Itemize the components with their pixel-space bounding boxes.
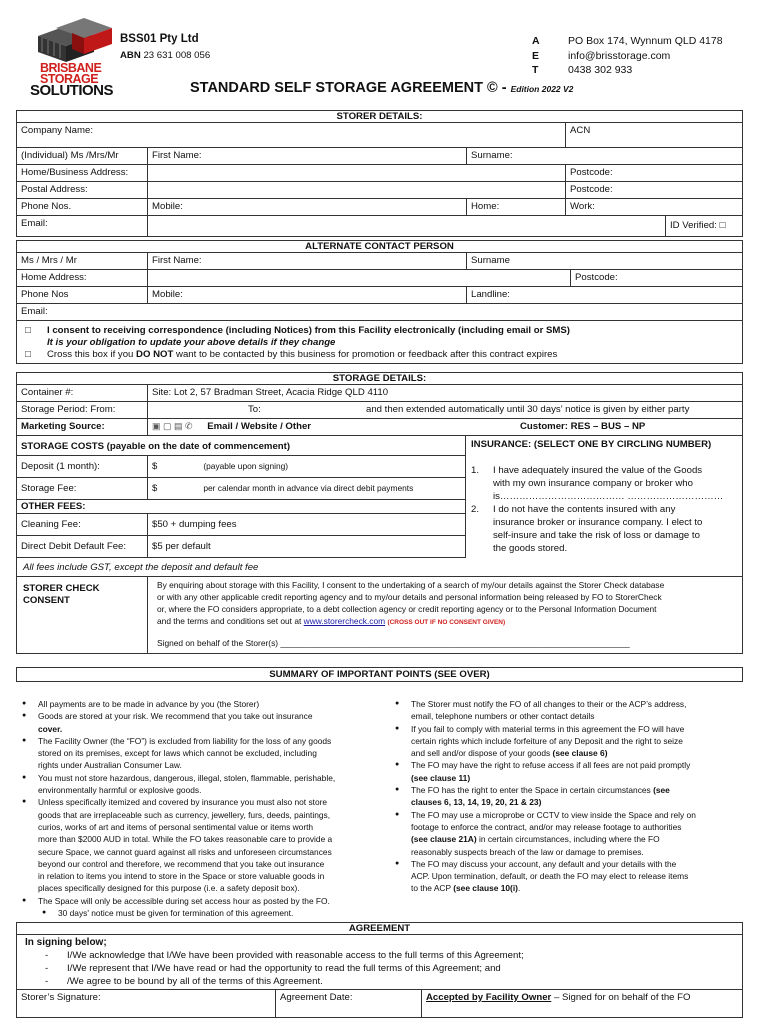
storer-check-text-2: or with any other applicable credit reporting agency and to my/our details and personal information being released by FO to StorerCheck (157, 592, 662, 602)
marketing-source-options[interactable] (147, 419, 492, 435)
period-row (17, 402, 742, 419)
alt-email-field[interactable]: Email: (21, 306, 48, 317)
insurance-option-2-line1: I do not have the contents insured with any (493, 504, 676, 515)
storage-fee-note: per calendar month in advance via direct debit payments (203, 483, 414, 493)
agreement-date-field[interactable]: Agreement Date: (275, 990, 421, 1018)
individual-title-field[interactable]: (Individual) Ms /Mrs/Mr (21, 150, 119, 161)
logo-solutions: SOLUTIONS (30, 82, 114, 99)
container-row (17, 385, 742, 402)
storage-fee-label: Storage Fee: (21, 483, 77, 494)
summary-point: ● The Facility Owner (the “FO”) is excluded from liability for the loss of any goods stored on its premises, except for laws which cannot be excluded, including rights under Australian Consumer Law. (22, 735, 382, 772)
work-phone-field[interactable]: Work: (565, 199, 742, 215)
deposit-row (17, 456, 466, 478)
storer-check-text-1: By enquiring about storage with this Facility, I consent to the undertaking of a search of my/our details against the Storer Check database (157, 580, 665, 590)
home-phone-field[interactable]: Home: (466, 199, 565, 215)
alt-title-field[interactable]: Ms / Mrs / Mr (21, 255, 77, 266)
container-field[interactable]: Container #: (21, 387, 74, 398)
summary-subpoint: ● 30 days' notice must be given for termination of this agreement. (22, 907, 382, 919)
dash-2: - (45, 963, 49, 974)
dash-3: - (45, 976, 49, 987)
costs-heading-row (17, 436, 466, 456)
summary-heading: SUMMARY OF IMPORTANT POINTS (SEE OVER) (16, 667, 743, 682)
phone-row (17, 199, 742, 216)
home-address-row (17, 165, 742, 182)
no-contact-checkbox[interactable]: □ (25, 349, 31, 360)
alt-name-row (17, 253, 742, 270)
storer-details-heading: STORER DETAILS: (17, 111, 742, 123)
home-business-address-field[interactable]: Home/Business Address: (21, 167, 129, 178)
marketing-icons: ▣ ▢ ▤ ✆ (152, 421, 193, 431)
cross-out-note: (CROSS OUT IF NO CONSENT GIVEN) (387, 619, 506, 626)
accepted-by-fo-label: Accepted by Facility Owner (426, 992, 552, 1003)
storer-check-text-3: or, where the FO considers appropriate, to a debt collection agency or credit reporting agency or to the Personal Information Document (157, 604, 657, 614)
summary-point: ● The Space will only be accessible during set access hour as posted by the FO. (22, 895, 382, 907)
to-label: To: (248, 404, 261, 415)
agreement-line-1: I/We acknowledge that I/We have been provided with reasonable access to the full terms of this Agreement; (67, 950, 524, 961)
alt-phone-row (17, 287, 742, 304)
deposit-note: (payable upon signing) (203, 461, 289, 471)
insurance-option-1-line1: I have adequately insured the value of the Goods (493, 465, 703, 476)
summary-left-list (22, 698, 382, 919)
marketing-row (17, 419, 742, 436)
alt-home-address-input[interactable] (147, 270, 570, 286)
signature-row (17, 989, 742, 1018)
company-name-label: Company Name: (21, 125, 93, 136)
acn-field[interactable]: ACN (565, 123, 742, 147)
surname-field[interactable]: Surname: (466, 148, 742, 164)
storage-details-heading: STORAGE DETAILS: (17, 373, 742, 385)
postal-address-row (17, 182, 742, 199)
insurance-broker-field[interactable]: is………………………………… ………………………… (493, 491, 724, 502)
in-signing-label: In signing below; (25, 937, 107, 948)
postcode-field[interactable]: Postcode: (565, 165, 742, 181)
logo-brisbane: BRISBANE (40, 61, 102, 75)
id-verified-checkbox[interactable]: ID Verified: □ (665, 216, 742, 237)
summary-point: ● If you fail to comply with material terms in this agreement the FO will have certain rights which include forfeiture of any Deposit and the right to seize and sell and/or dispose of your goods (see clause 6) (395, 723, 745, 760)
alt-first-name-field[interactable]: First Name: (147, 253, 466, 269)
insurance-option-1-number[interactable]: 1. (471, 465, 480, 476)
summary-point: ● The Storer must notify the FO of all changes to their or the ACP’s address, email, telephone numbers or other contact details (395, 698, 745, 723)
storer-check-label: STORER CHECK (23, 583, 100, 594)
email-value: info@brisstorage.com (568, 50, 671, 62)
dd-default-value: $5 per default (147, 536, 466, 557)
abn-number: 23 631 008 056 (143, 50, 211, 61)
storage-fee-row (17, 478, 466, 500)
marketing-options-text: Email / Website / Other (207, 421, 312, 432)
storer-details-section (16, 110, 743, 237)
storage-period-to-field[interactable] (147, 402, 742, 418)
other-fees-row (17, 500, 466, 514)
alternate-contact-section (16, 240, 743, 364)
address-value: PO Box 174, Wynnum QLD 4178 (568, 35, 723, 47)
insurance-option-2-line3: self-insure and take the risk of loss or damage to (493, 530, 700, 541)
alt-home-address-label: Home Address: (21, 272, 87, 283)
home-address-input[interactable] (147, 165, 565, 181)
site-address: Site: Lot 2, 57 Bradman Street, Acacia Ridge QLD 4110 (147, 385, 742, 401)
consent-electronic-checkbox[interactable]: □ (25, 325, 31, 336)
mobile-field[interactable]: Mobile: (147, 199, 466, 215)
phone-nos-label: Phone Nos. (21, 201, 72, 212)
storer-check-signature-line[interactable]: Signed on behalf of the Storer(s) ___________________________________________________________________________ (157, 638, 630, 648)
cleaning-fee-value: $50 + dumping fees (147, 514, 466, 535)
postal-address-field[interactable]: Postal Address: (21, 184, 88, 195)
title-text: STANDARD SELF STORAGE AGREEMENT © - (190, 80, 511, 96)
address-label: A (532, 35, 540, 47)
page-title (190, 80, 573, 96)
dd-default-row (17, 536, 466, 558)
customer-type-field[interactable]: Customer: RES – BUS – NP (520, 421, 646, 432)
consent-electronic-text: I consent to receiving correspondence (including Notices) from this Facility electronically (including email or SMS) (47, 325, 570, 336)
alt-address-row (17, 270, 742, 287)
storer-check-section (16, 577, 743, 654)
alt-phone-nos-label: Phone Nos (21, 289, 69, 300)
deposit-label: Deposit (1 month): (21, 461, 100, 472)
logo-storage: STORAGE (40, 72, 99, 86)
company-name: BSS01 Pty Ltd (120, 33, 199, 45)
storer-check-consent-label: CONSENT (23, 595, 70, 606)
dash-1: - (45, 950, 49, 961)
cleaning-fee-label: Cleaning Fee: (21, 519, 81, 530)
insurance-option-2-line4: the goods stored. (493, 543, 568, 554)
email-label: Email: (21, 218, 48, 229)
email-input[interactable] (147, 216, 665, 237)
email-row (17, 216, 742, 237)
storercheck-link[interactable]: www.storercheck.com (303, 616, 386, 626)
fo-acceptance-field[interactable]: Accepted by Facility Owner – Signed for on behalf of the FO (421, 990, 742, 1018)
summary-point: ● Unless specifically itemized and covered by insurance you must also not store goods that are irreplaceable such as currency, jewellery, furs, deeds, paintings, curios, works of art and items of personal sentimental value or items worth more than $2000 AUD in total. While the FO takes reasonable care to provide a secure Space, we cannot guard against all risks and unforeseen circumstances beyond our control and therefore, we recommend that you take out insurance in relation to items you intend to store in the Space or store valuable goods in places specifically designed for this purpose (i.e. a safety deposit box). (22, 796, 382, 894)
alt-postcode-field[interactable]: Postcode: (570, 270, 742, 286)
alt-email-row[interactable] (17, 304, 742, 321)
phone-value: 0438 302 933 (568, 64, 633, 76)
cleaning-fee-row (17, 514, 466, 536)
storage-fee-field[interactable]: $ per calendar month in advance via direct debit payments (147, 478, 466, 499)
insurance-heading: INSURANCE: (SELECT ONE BY CIRCLING NUMBER) (471, 439, 712, 450)
alt-mobile-field[interactable]: Mobile: (147, 287, 466, 303)
storer-check-text-4: and the terms and conditions set out at www.storercheck.com (CROSS OUT IF NO CONSENT GIVEN) (157, 616, 506, 626)
insurance-option-2-line2: insurance broker or insurance company. I elect to (493, 517, 703, 528)
insurance-option-2-number[interactable]: 2. (471, 504, 480, 515)
summary-right-list (395, 698, 745, 895)
gst-note: All fees include GST, except the deposit and default fee (23, 562, 259, 573)
phone-label: T (532, 64, 539, 76)
storage-costs-heading: STORAGE COSTS (payable on the date of commencement) (21, 441, 291, 452)
summary-point: ● The FO has the right to enter the Space in certain circumstances (see clauses 6, 13, 14, 19, 20, 21 & 23) (395, 784, 745, 809)
dd-default-label: Direct Debit Default Fee: (21, 541, 127, 552)
alternate-contact-heading: ALTERNATE CONTACT PERSON (17, 241, 742, 253)
storage-period-from-field[interactable]: Storage Period: From: (21, 404, 116, 415)
extended-note: and then extended automatically until 30 days’ notice is given by either party (366, 404, 690, 415)
email-label: E (532, 50, 540, 62)
summary-point: ● Goods are stored at your risk. We recommend that you take out insurance cover. (22, 710, 382, 735)
edition-text: Edition 2022 V2 (510, 84, 574, 94)
other-fees-heading: OTHER FEES: (21, 501, 86, 512)
first-name-field[interactable]: First Name: (147, 148, 466, 164)
alt-surname-field[interactable]: Surname (466, 253, 742, 269)
deposit-field[interactable]: $ (payable upon signing) (147, 456, 466, 477)
marketing-source-label: Marketing Source: (21, 421, 105, 432)
logo-containers-graphic (36, 18, 116, 64)
update-obligation-text: It is your obligation to update your above details if they change (47, 337, 336, 348)
summary-point: ● The FO may use a microprobe or CCTV to view inside the Space and rely on footage to enforce the contract, and/or may release footage to authorities (see clause 21A) in certain circumstances, including where the FO reasonably suspects breach of the law or damage to premises. (395, 809, 745, 858)
agreement-heading: AGREEMENT (17, 923, 742, 935)
agreement-line-2: I/We represent that I/We have read or had the opportunity to read the full terms of this Agreement; and (67, 963, 501, 974)
company-abn: ABN 23 631 008 056 (120, 50, 211, 61)
insurance-option-1-line2: with my own insurance company or broker who (493, 478, 693, 489)
storer-signature-field[interactable]: Storer’s Signature: (21, 992, 101, 1003)
company-logo (28, 18, 120, 104)
summary-point: ● You must not store hazardous, dangerous, illegal, stolen, flammable, perishable, environmentally harmful or explosive goods. (22, 772, 382, 797)
summary-point: ● The FO may discuss your account, any default and your details with the ACP. Upon termination, default, or death the FO may elect to release items to the ACP (see clause 10(i). (395, 858, 745, 895)
storage-details-section (16, 372, 743, 577)
alt-landline-field[interactable]: Landline: (466, 287, 742, 303)
postal-address-input[interactable] (147, 182, 565, 198)
no-contact-text: Cross this box if you DO NOT want to be contacted by this business for promotion or feedback after this contract expires (47, 349, 558, 360)
summary-point: ● All payments are to be made in advance by you (the Storer) (22, 698, 382, 710)
name-row (17, 148, 742, 165)
storer-check-divider (147, 577, 148, 653)
company-name-row[interactable] (17, 123, 742, 148)
agreement-section (16, 922, 743, 1018)
summary-point: ● The FO may have the right to refuse access if all fees are not paid promptly (see clause 11) (395, 759, 745, 784)
postal-postcode-field[interactable]: Postcode: (565, 182, 742, 198)
agreement-line-3: /We agree to be bound by all of the terms of this Agreement. (67, 976, 323, 987)
